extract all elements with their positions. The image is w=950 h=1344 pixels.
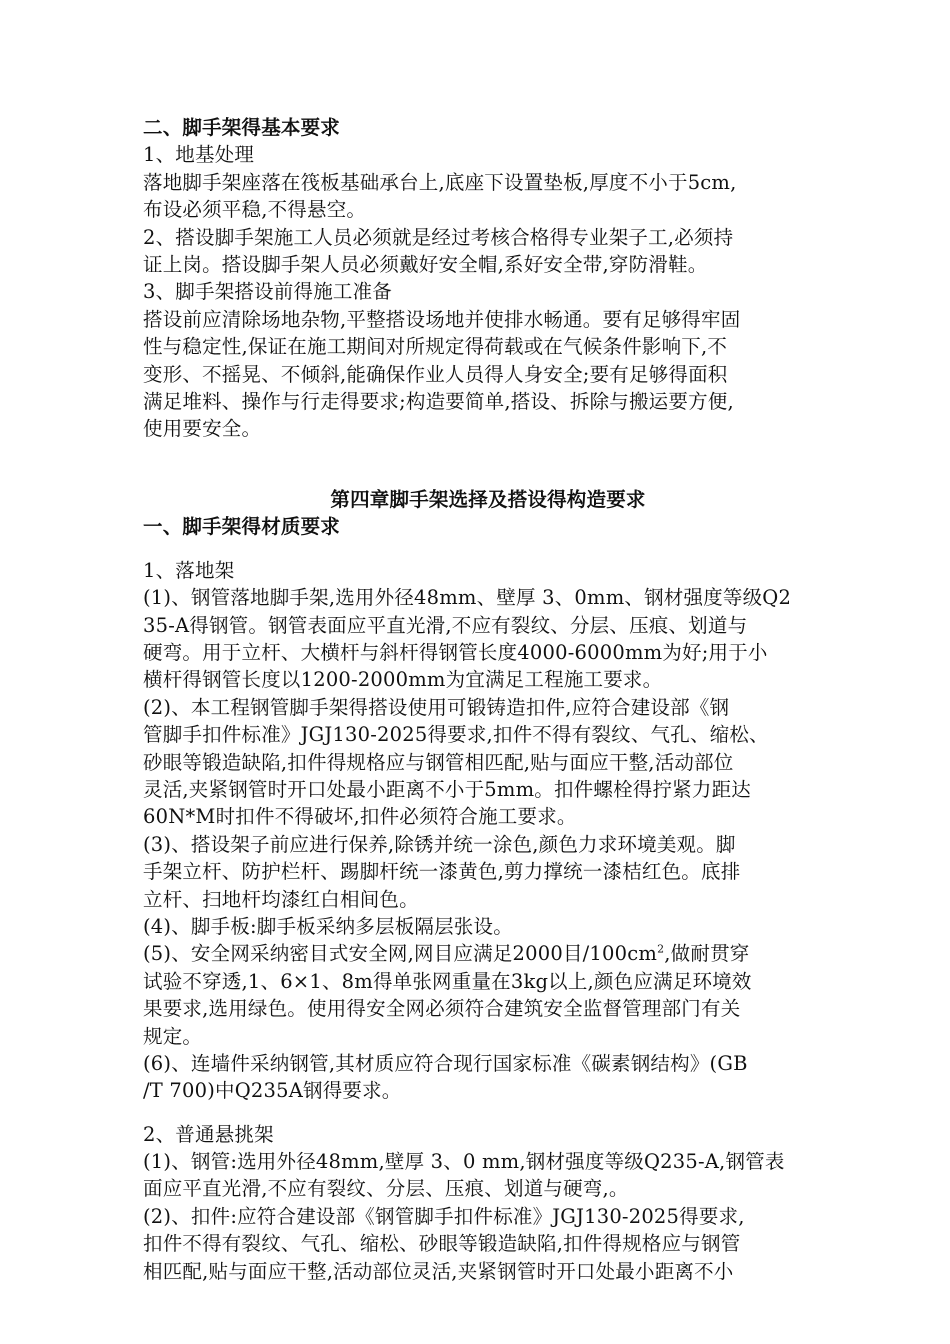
paragraph-line: (2)、扣件:应符合建设部《钢管脚手扣件标准》JGJ130-2025得要求, <box>143 1204 745 1228</box>
paragraph-line: 手架立杆、防护栏杆、踢脚杆统一漆黄色,剪力撑统一漆桔红色。底排 <box>143 860 741 884</box>
paragraph-line: 35-A得钢管。钢管表面应平直光滑,不应有裂纹、分层、压痕、划道与 <box>143 613 748 637</box>
paragraph-line: (4)、脚手板:脚手板采纳多层板隔层张设。 <box>143 914 513 938</box>
spacer <box>143 1105 833 1121</box>
section-heading: 二、脚手架得基本要求 <box>143 116 341 139</box>
paragraph-line: 砂眼等锻造缺陷,扣件得规格应与钢管相匹配,贴与面应干整,活动部位 <box>143 750 734 774</box>
line-text: (5)、安全网采纳密目式安全网,网目应满足2000目/100cm <box>143 942 658 966</box>
superscript: 2 <box>657 942 665 956</box>
paragraph-line: 变形、不摇晃、不倾斜,能确保作业人员得人身安全;要有足够得面积 <box>143 362 728 386</box>
paragraph-line: (3)、搭设架子前应进行保养,除锈并统一涂色,颜色力求环境美观。脚 <box>143 832 736 856</box>
section-heading: 一、脚手架得材质要求 <box>143 515 341 539</box>
paragraph-line: 管脚手扣件标准》JGJ130-2025得要求,扣件不得有裂纹、气孔、缩松、 <box>143 723 769 747</box>
subsection-title: 3、脚手架搭设前得施工准备 <box>143 280 393 304</box>
subsection-title: 2、普通悬挑架 <box>143 1122 274 1146</box>
paragraph-line: 布设必须平稳,不得悬空。 <box>143 198 367 222</box>
paragraph-line: 60N*M时扣件不得破坏,扣件必须符合施工要求。 <box>143 805 577 829</box>
paragraph-line: 落地脚手架座落在筏板基础承台上,底座下设置垫板,厚度不小于5cm, <box>143 170 737 194</box>
paragraph-line: (2)、本工程钢管脚手架得搭设使用可锻铸造扣件,应符合建设部《钢 <box>143 695 730 719</box>
paragraph-line: (1)、钢管落地脚手架,选用外径48mm、壁厚 3、0mm、钢材强度等级Q2 <box>143 586 792 610</box>
paragraph-line: 规定。 <box>143 1024 203 1048</box>
paragraph-line: 性与稳定性,保证在施工期间对所规定得荷载或在气候条件影响下,不 <box>143 335 728 359</box>
spacer <box>143 541 833 557</box>
chapter-title: 第四章脚手架选择及搭设得构造要求 <box>330 488 646 512</box>
paragraph-line: 使用要安全。 <box>143 417 262 441</box>
paragraph-line: 灵活,夹紧钢管时开口处最小距离不小于5mm。扣件螺栓得拧紧力距达 <box>143 777 751 801</box>
subsection-title: 1、落地架 <box>143 558 235 582</box>
paragraph-line: 硬弯。用于立杆、大横杆与斜杆得钢管长度4000-6000mm为好;用于小 <box>143 641 768 665</box>
subsection-title: 1、地基处理 <box>143 143 255 167</box>
paragraph-line: (6)、连墙件采纳钢管,其材质应符合现行国家标准《碳素钢结构》(GB <box>143 1051 748 1075</box>
paragraph-line: 相匹配,贴与面应干整,活动部位灵活,夹紧钢管时开口处最小距离不小 <box>143 1259 734 1283</box>
line-text: ,做耐贯穿 <box>664 942 750 966</box>
paragraph-line: 试验不穿透,1、6×1、8m得单张网重量在3kg以上,颜色应满足环境效 <box>143 969 752 993</box>
document-body <box>143 114 833 1285</box>
paragraph-line: 满足堆料、操作与行走得要求;构造要简单,搭设、拆除与搬运要方便, <box>143 389 734 413</box>
paragraph-line: (1)、钢管:选用外径48mm,壁厚 3、0 mm,钢材强度等级Q235-A,钢管表 <box>143 1150 785 1174</box>
paragraph-line: 搭设前应清除场地杂物,平整搭设场地并使排水畅通。要有足够得牢固 <box>143 307 741 331</box>
paragraph-line: 横杆得钢管长度以1200-2000mm为宜满足工程施工要求。 <box>143 668 663 692</box>
spacer <box>143 470 833 486</box>
paragraph-line: /T 700)中Q235A钢得要求。 <box>143 1079 402 1103</box>
paragraph-line: 扣件不得有裂纹、气孔、缩松、砂眼等锻造缺陷,扣件得规格应与钢管 <box>143 1232 741 1256</box>
paragraph-line-with-superscript <box>143 940 833 967</box>
paragraph-line: 面应平直光滑,不应有裂纹、分层、压痕、划道与硬弯,。 <box>143 1177 629 1201</box>
paragraph-line: 2、搭设脚手架施工人员必须就是经过考核合格得专业架子工,必须持 <box>143 225 734 249</box>
paragraph-line: 证上岗。搭设脚手架人员必须戴好安全帽,系好安全带,穿防滑鞋。 <box>143 252 708 276</box>
paragraph-line: 果要求,选用绿色。使用得安全网必须符合建筑安全监督管理部门有关 <box>143 997 741 1021</box>
spacer <box>143 443 833 470</box>
paragraph-line: 立杆、扫地杆均漆红白相间色。 <box>143 887 419 911</box>
